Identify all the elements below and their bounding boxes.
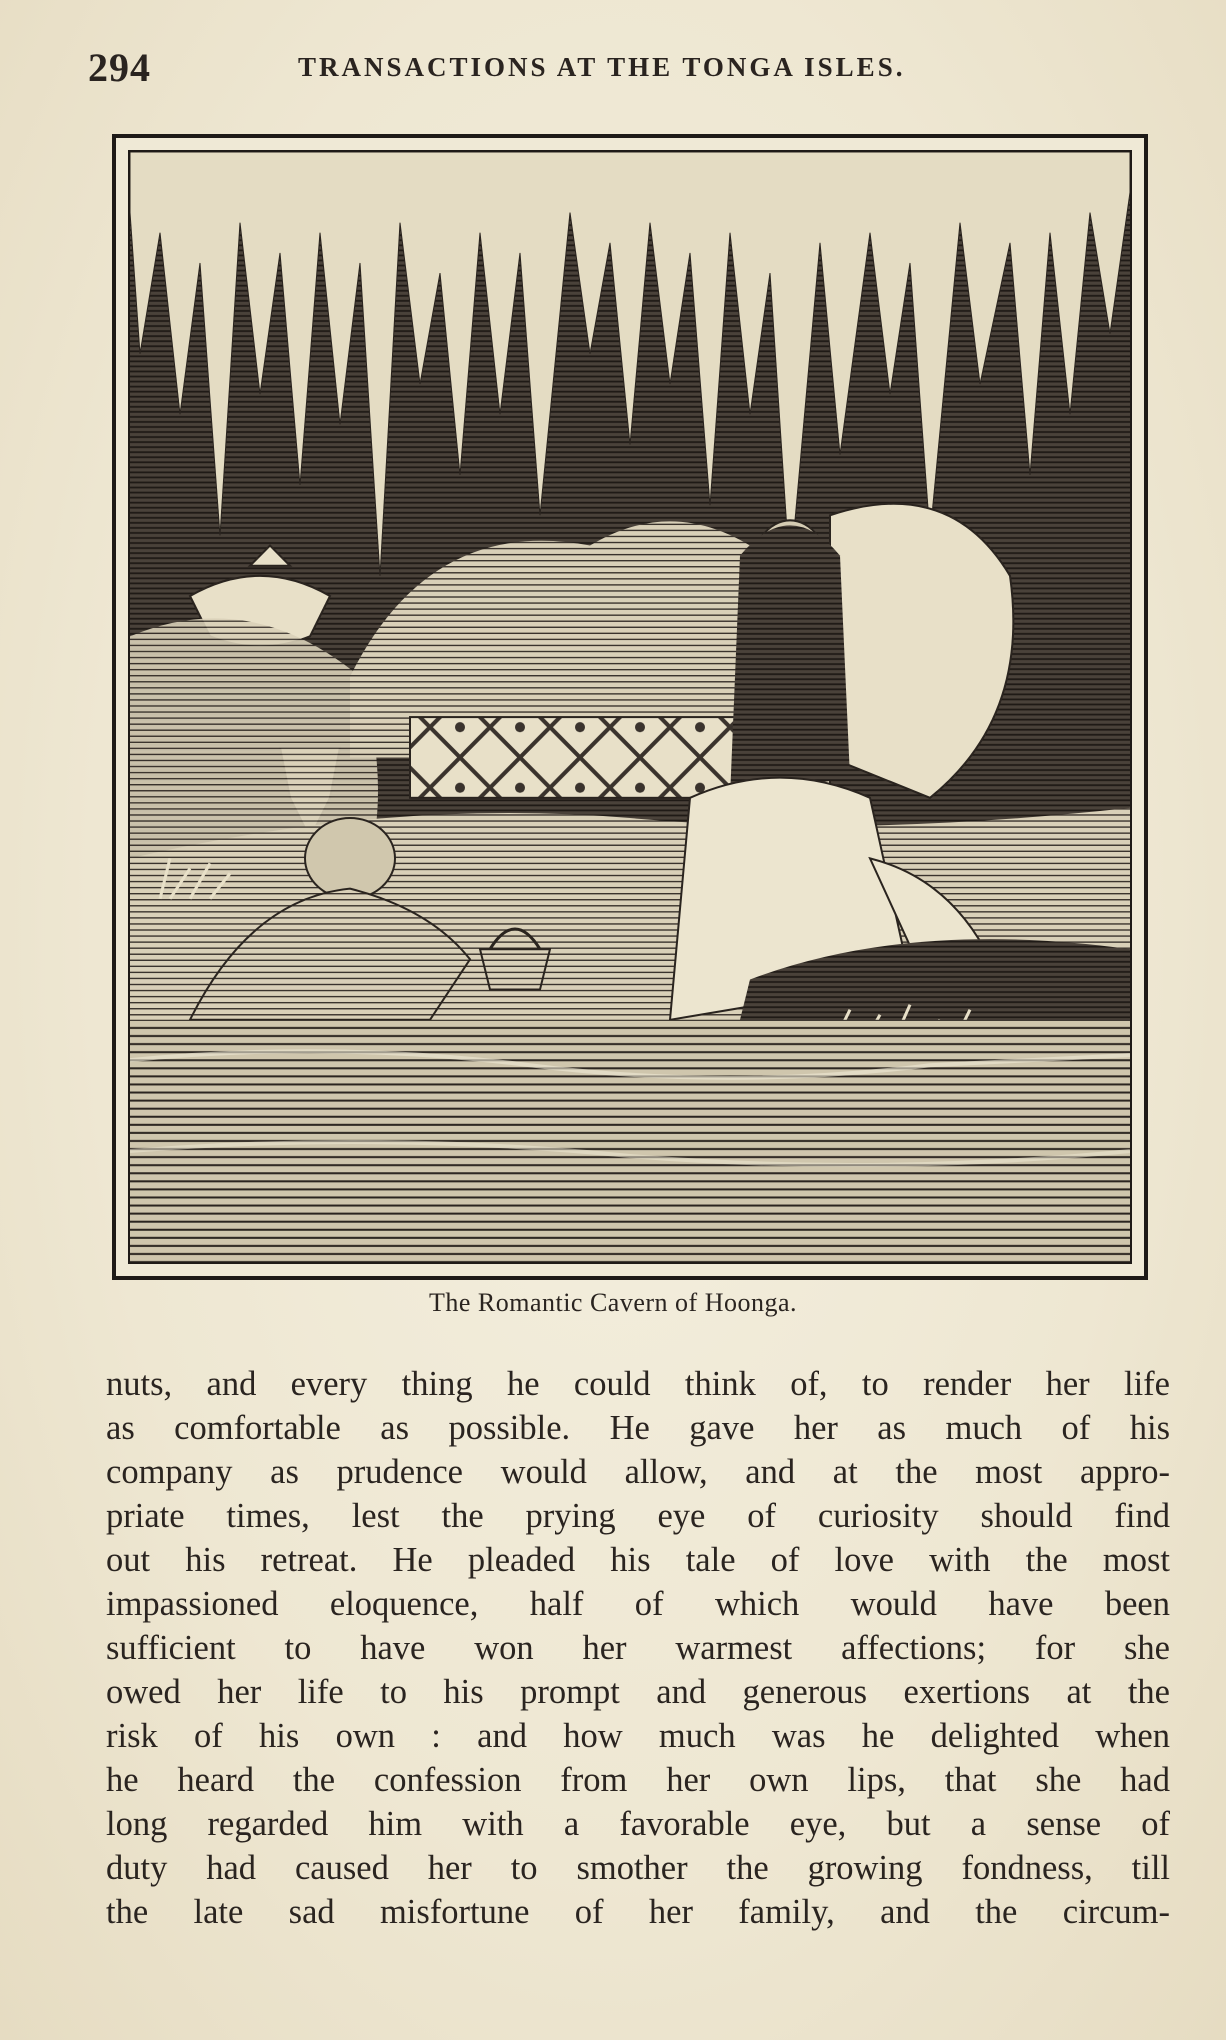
text-line: long regarded him with a favorable eye, but a sense of: [106, 1805, 1170, 1843]
text-line: duty had caused her to smother the growing fondness, till: [106, 1849, 1170, 1887]
cavern-engraving: [130, 152, 1130, 1262]
text-line: the late sad misfortune of her family, and the circum-: [106, 1893, 1170, 1931]
body-text: [106, 1362, 1170, 1934]
running-head: [88, 40, 1168, 90]
text-line: company as prudence would allow, and at the most appro-: [106, 1453, 1170, 1491]
text-line: priate times, lest the prying eye of curiosity should find: [106, 1497, 1170, 1535]
page-number: 294: [88, 45, 151, 90]
cavern-water: [130, 1020, 1130, 1262]
text-line: risk of his own : and how much was he delighted when: [106, 1717, 1170, 1755]
engraving-frame: [128, 150, 1132, 1264]
plate-caption: The Romantic Cavern of Hoonga.: [428, 1288, 798, 1317]
text-line: as comfortable as possible. He gave her as much of his: [106, 1409, 1170, 1447]
running-title: TRANSACTIONS AT THE TONGA ISLES.: [298, 52, 906, 82]
text-line: sufficient to have won her warmest affections; for she: [106, 1629, 1170, 1667]
text-line: owed her life to his prompt and generous exertions at the: [106, 1673, 1170, 1711]
text-line: out his retreat. He pleaded his tale of love with the most: [106, 1541, 1170, 1579]
text-line: he heard the confession from her own lips, that she had: [106, 1761, 1170, 1799]
text-line: impassioned eloquence, half of which would have been: [106, 1585, 1170, 1623]
text-line: nuts, and every thing he could think of, to render her life: [106, 1365, 1170, 1403]
engraving-plate: [112, 134, 1148, 1280]
